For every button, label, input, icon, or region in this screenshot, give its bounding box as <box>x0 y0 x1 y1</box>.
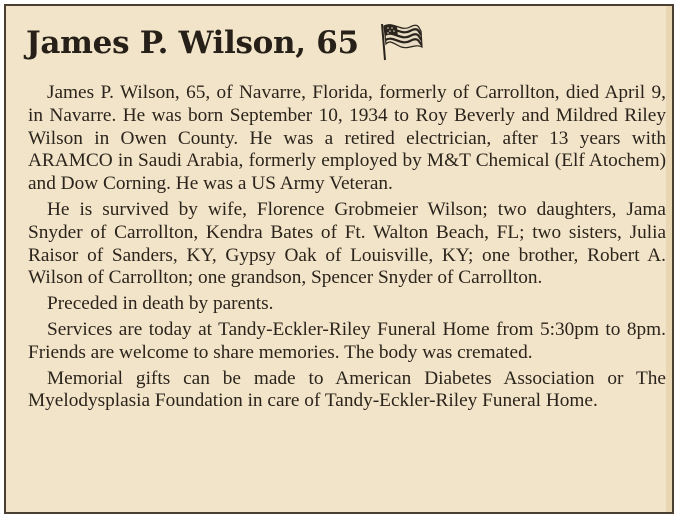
headline-row <box>26 18 423 68</box>
obituary-body <box>28 82 666 416</box>
obituary-paragraph-1: James P. Wilson, 65, of Navarre, Florida, formerly of Carrollton, died April 9, in Navarre. He was born September 10, 1934 to Roy Beverly and Mildred Riley Wilson in Owen County. He was a retired electrician, after 13 years with ARAMCO in Saudi Arabia, formerly employed by M&T Chemical (Elf Atochem) and Dow Corning. He was a US Army Veteran. <box>28 82 666 195</box>
obituary-paragraph-4: Services are today at Tandy-Eckler-Riley Funeral Home from 5:30pm to 8pm. Friends are welcome to share memories. The body was cremated. <box>28 318 666 363</box>
obituary-paragraph-2: He is survived by wife, Florence Grobmeier Wilson; two daughters, Jama Snyder of Carrollton, Kendra Bates of Ft. Walton Beach, FL; two sisters, Julia Raisor of Sanders, KY, Gypsy Oak of Louisville, KY; one brother, Robert A. Wilson of Carrollton; one grandson, Spencer Snyder of Carrollton. <box>28 198 666 289</box>
obituary-paragraph-3: Preceded in death by parents. <box>47 293 274 315</box>
obituary-paragraph-5: Memorial gifts can be made to American Diabetes Association or The Myelodysplasia Foundation in care of Tandy-Eckler-Riley Funeral Home. <box>28 367 666 412</box>
obituary-clipping <box>4 4 674 514</box>
american-flag-icon <box>379 20 423 62</box>
obituary-headline: James P. Wilson, 65 <box>26 24 359 61</box>
